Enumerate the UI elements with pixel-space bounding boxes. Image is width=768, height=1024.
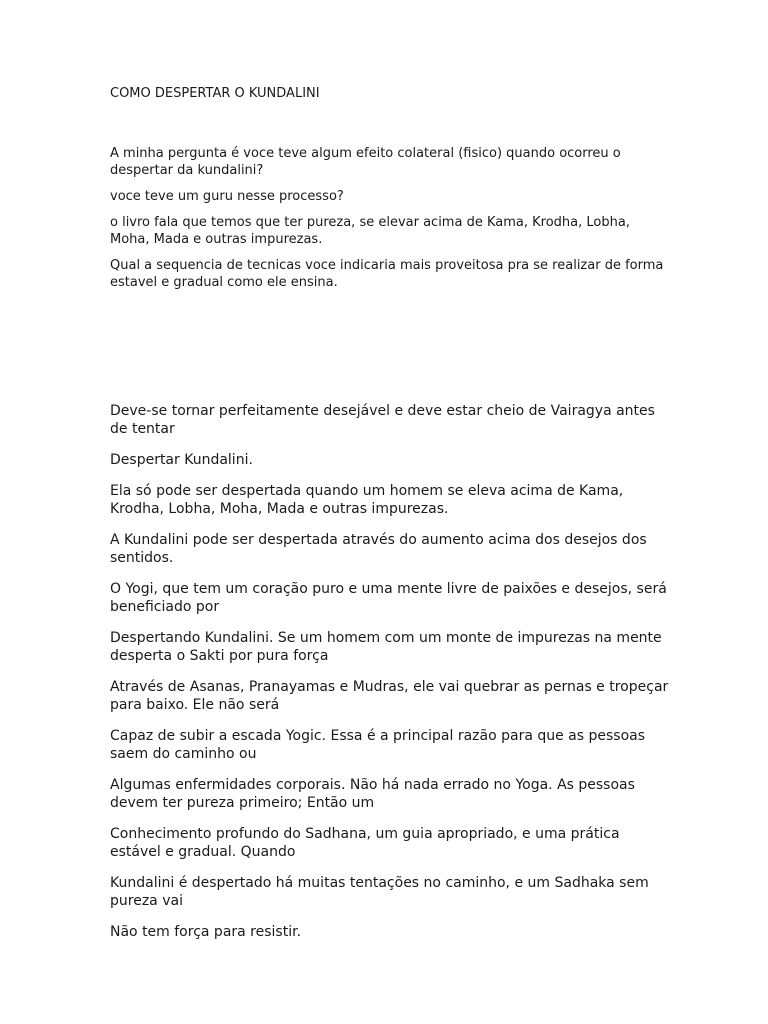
answer-section xyxy=(110,402,670,954)
answer-paragraph-11: Kundalini é despertado há muitas tentações no caminho, e um Sadhaka sem pureza vai xyxy=(110,875,649,909)
question-paragraph-4: Qual a sequencia de tecnicas voce indicaria mais proveitosa pra se realizar de forma estavel e gradual como ele ensina. xyxy=(110,258,664,290)
answer-paragraph-7: Através de Asanas, Pranayamas e Mudras, ele vai quebrar as pernas e tropeçar para baixo. Ele não será xyxy=(110,679,669,713)
answer-paragraph-3: Ela só pode ser despertada quando um homem se eleva acima de Kama, Krodha, Lobha, Moha, Mada e outras impurezas. xyxy=(110,483,624,517)
answer-paragraph-1: Deve-se tornar perfeitamente desejável e deve estar cheio de Vairagya antes de tentar xyxy=(110,403,655,437)
document-title: COMO DESPERTAR O KUNDALINI xyxy=(110,86,320,101)
question-paragraph-2: voce teve um guru nesse processo? xyxy=(110,189,344,204)
answer-paragraph-10: Conhecimento profundo do Sadhana, um guia apropriado, e uma prática estável e gradual. Quando xyxy=(110,826,620,860)
question-paragraph-1: A minha pergunta é voce teve algum efeito colateral (fisico) quando ocorreu o despertar da kundalini? xyxy=(110,146,621,178)
question-paragraph-3: o livro fala que temos que ter pureza, se elevar acima de Kama, Krodha, Lobha, Moha, Mada e outras impurezas. xyxy=(110,215,630,247)
question-section xyxy=(110,145,670,300)
answer-paragraph-5: O Yogi, que tem um coração puro e uma mente livre de paixões e desejos, será beneficiado por xyxy=(110,581,667,615)
answer-paragraph-8: Capaz de subir a escada Yogic. Essa é a principal razão para que as pessoas saem do caminho ou xyxy=(110,728,646,762)
answer-paragraph-9: Algumas enfermidades corporais. Não há nada errado no Yoga. As pessoas devem ter pureza primeiro; Então um xyxy=(110,777,635,811)
answer-paragraph-4: A Kundalini pode ser despertada através do aumento acima dos desejos dos sentidos. xyxy=(110,532,647,566)
answer-paragraph-2: Despertar Kundalini. xyxy=(110,452,253,468)
answer-paragraph-6: Despertando Kundalini. Se um homem com um monte de impurezas na mente desperta o Sakti por pura força xyxy=(110,630,662,664)
answer-paragraph-12: Não tem força para resistir. xyxy=(110,924,302,940)
